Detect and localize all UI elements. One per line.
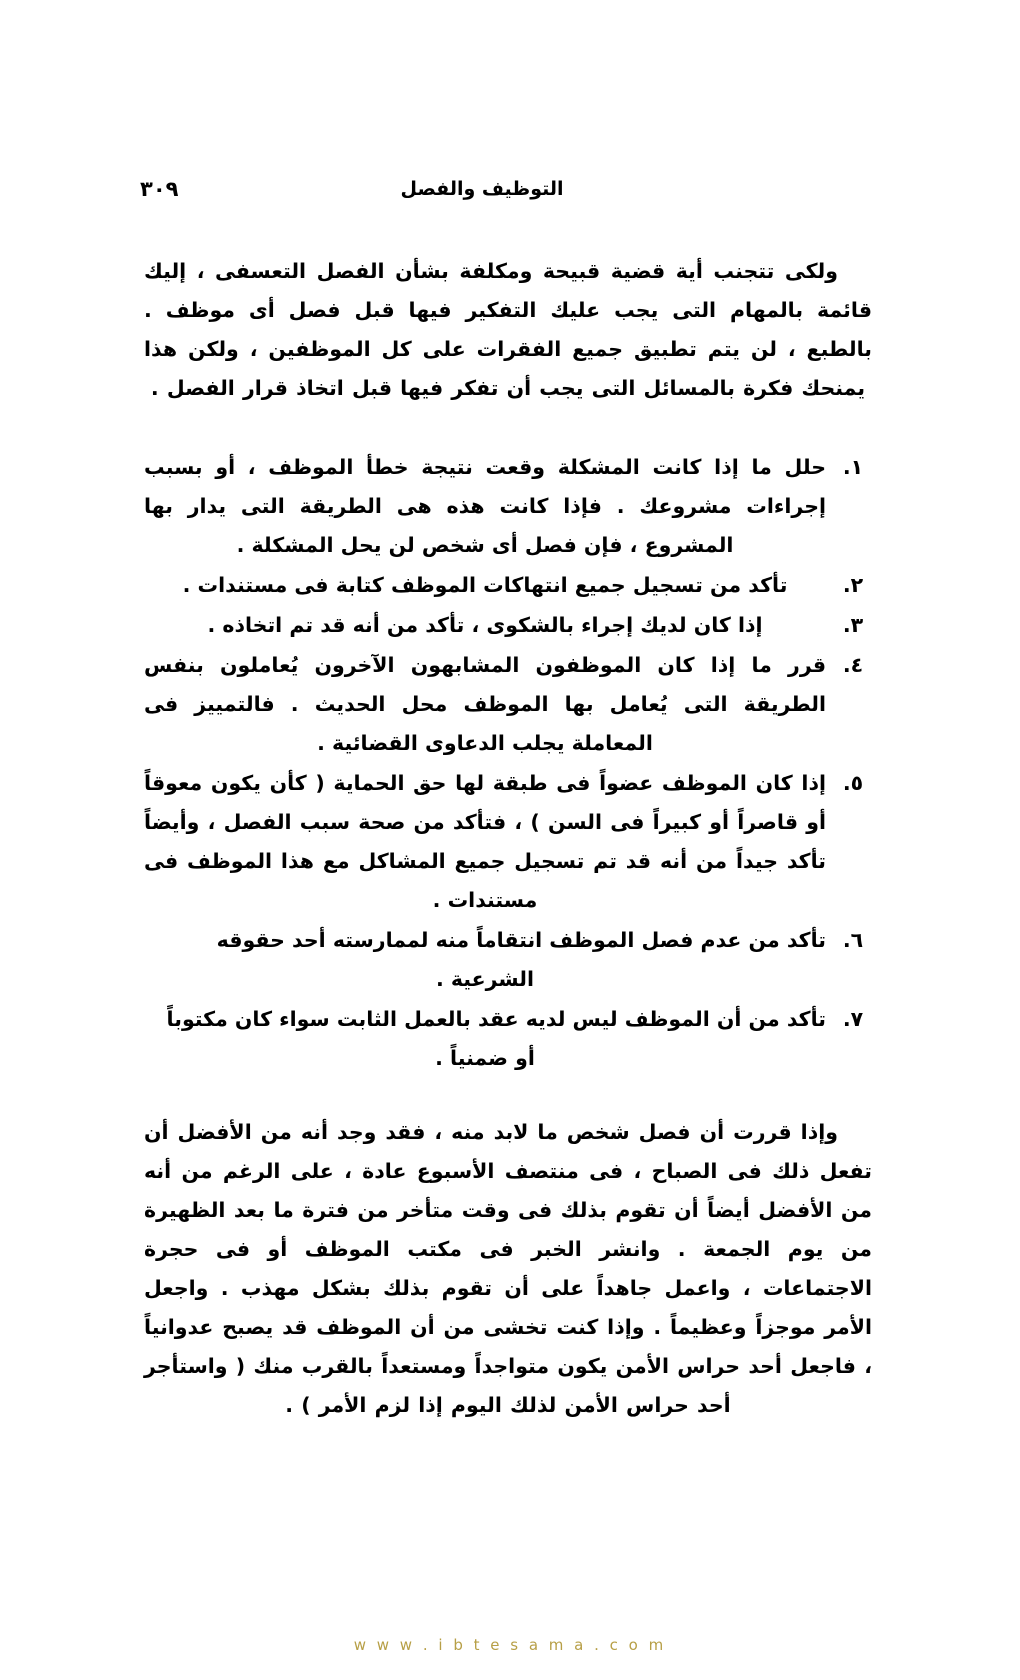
list-item-text: تأكد من عدم فصل الموظف انتقاماً منه لممارسته أحد حقوقه الشرعية . (216, 928, 826, 991)
spacer-after-intro (144, 408, 872, 448)
list-item (144, 566, 872, 605)
list-item (144, 921, 872, 999)
list-item (144, 448, 872, 565)
running-head (140, 172, 880, 206)
list-item-number: ٤. (842, 653, 864, 677)
list-item-number: ١. (842, 455, 864, 479)
chapter-running-title: التوظيف والفصل (400, 178, 564, 200)
list-item-text: تأكد من أن الموظف ليس لديه عقد بالعمل الثابت سواء كان مكتوباً أو ضمنياً . (166, 1007, 826, 1070)
list-item-text: حلل ما إذا كانت المشكلة وقعت نتيجة خطأ الموظف ، أو بسبب إجراءات مشروعك . فإذا كانت هذه هى الطريقة التى يدار بها المشروع ، فإن فصل أى شخص لن يحل المشكلة . (144, 455, 826, 557)
list-item (144, 764, 872, 920)
dismissal-checklist (144, 448, 872, 1078)
list-item (144, 646, 872, 763)
site-watermark: w w w . i b t e s a m a . c o m (353, 1636, 667, 1654)
list-item-number: ٦. (842, 928, 864, 952)
list-item-text: قرر ما إذا كان الموظفون المشابهون الآخرون يُعاملون بنفس الطريقة التى يُعامل بها الموظف محل الحديث . فالتمييز فى المعاملة يجلب الدعاوى القضائية . (144, 653, 826, 755)
list-item-text: إذا كان الموظف عضواً فى طبقة لها حق الحماية ( كأن يكون معوقاً أو قاصراً أو كبيراً فى السن ) ، فتأكد من صحة سبب الفصل ، وأيضاً تأكد جيداً من أنه قد تم تسجيل جميع المشاكل مع هذا الموظف فى مستندات . (144, 771, 826, 912)
list-item-number: ٢. (842, 573, 864, 597)
intro-paragraph: ولكى تتجنب أية قضية قبيحة ومكلفة بشأن الفصل التعسفى ، إليك قائمة بالمهام التى يجب عليك التفكير فيها قبل فصل أى موظف . بالطبع ، لن يتم تطبيق جميع الفقرات على كل الموظفين ، ولكن هذا يمنحك فكرة بالمسائل التى يجب أن تفكر فيها قبل اتخاذ قرار الفصل . (144, 259, 872, 400)
list-item-text: إذا كان لديك إجراء بالشكوى ، تأكد من أنه قد تم اتخاذه . (207, 613, 763, 637)
list-item-number: ٣. (842, 613, 864, 637)
final-paragraph: وإذا قررت أن فصل شخص ما لابد منه ، فقد وجد أنه من الأفضل أن تفعل ذلك فى الصباح ، فى منتصف الأسبوع عادة ، على الرغم من أنه من الأفضل أيضاً أن تقوم بذلك فى وقت متأخر من فترة ما بعد الظهيرة من يوم الجمعة . وانشر الخبر فى مكتب الموظف أو فى حجرة الاجتماعات ، واعمل جاهداً على أن تقوم بذلك بشكل مهذب . واجعل الأمر موجزاً وعظيماً . وإذا كنت تخشى من أن الموظف قد يصبح عدوانياً ، فاجعل أحد حراس الأمن يكون متواجداً ومستعداً بالقرب منك ( واستأجر أحد حراس الأمن لذلك اليوم إذا لزم الأمر ) . (144, 1120, 872, 1417)
list-item (144, 606, 872, 645)
spacer-before-final (144, 1079, 872, 1113)
list-item-number: ٥. (842, 771, 864, 795)
list-item-text: تأكد من تسجيل جميع انتهاكات الموظف كتابة فى مستندات . (182, 573, 788, 597)
page-content (144, 252, 872, 1425)
list-item (144, 1000, 872, 1078)
page-number: ٣٠٩ (140, 177, 179, 201)
list-item-number: ٧. (842, 1007, 864, 1031)
